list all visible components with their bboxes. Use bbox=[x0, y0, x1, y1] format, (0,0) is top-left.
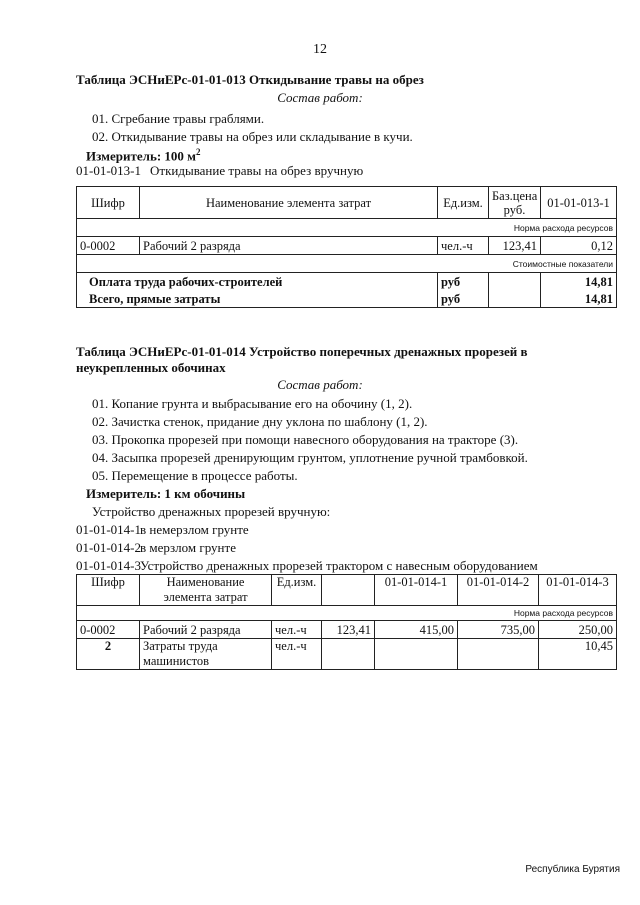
table2-work-item-3: 03. Прокопка прорезей при помощи навесного оборудования на тракторе (3). bbox=[92, 432, 519, 447]
t1-pay-value: 14,81 bbox=[541, 273, 617, 291]
table-row bbox=[77, 237, 617, 255]
table2-work-item-5: 05. Перемещение в процессе работы. bbox=[92, 468, 298, 483]
table1-meter bbox=[86, 147, 201, 164]
t2-row2-name bbox=[140, 639, 272, 670]
table1-code-line bbox=[76, 163, 363, 179]
t2-header-name-line1: Наименование bbox=[166, 575, 245, 589]
t2-header-c3: 01-01-014-3 bbox=[539, 575, 617, 606]
t2-header-c1: 01-01-014-1 bbox=[375, 575, 458, 606]
table1-code-desc: Откидывание травы на обрез вручную bbox=[150, 163, 364, 178]
table1-composition-label: Состав работ: bbox=[277, 90, 363, 105]
t2-header-unit: Ед.изм. bbox=[272, 575, 322, 606]
t2-row1-v3: 250,00 bbox=[539, 621, 617, 639]
t2-norm-label: Норма расхода ресурсов bbox=[77, 606, 617, 621]
t1-norm-label: Норма расхода ресурсов bbox=[77, 219, 617, 237]
t1-row1-code: 0-0002 bbox=[77, 237, 140, 255]
table2-work-item-4: 04. Засыпка прорезей дренирующим грунтом, уплотнение ручной трамбовкой. bbox=[92, 450, 528, 465]
t1-cost-label: Стоимостные показатели bbox=[77, 255, 617, 273]
t2-header-c2: 01-01-014-2 bbox=[458, 575, 539, 606]
t1-header-col: 01-01-013-1 bbox=[541, 187, 617, 219]
table1-meter-label: Измеритель: 100 м bbox=[86, 148, 197, 164]
table2-code-desc-2: в мерзлом грунте bbox=[140, 540, 236, 555]
table-row bbox=[77, 621, 617, 639]
t1-row1-unit: чел.-ч bbox=[438, 237, 489, 255]
table-row bbox=[77, 639, 617, 670]
t1-header-name: Наименование элемента затрат bbox=[140, 187, 438, 219]
table2-work-item-1: 01. Копание грунта и выбрасывание его на обочину (1, 2). bbox=[92, 396, 413, 411]
t2-row1-v2: 735,00 bbox=[458, 621, 539, 639]
t2-header-code: Шифр bbox=[77, 575, 140, 606]
table2-composition-label: Состав работ: bbox=[277, 377, 363, 392]
table1-work-item-1: 01. Сгребание травы граблями. bbox=[92, 111, 265, 126]
t1-total-value: 14,81 bbox=[541, 290, 617, 308]
t1-total-name: Всего, прямые затраты bbox=[77, 290, 438, 308]
table1-work-item-2: 02. Откидывание травы на обрез или складывание в кучи. bbox=[92, 129, 413, 144]
table2-code-desc-3: Устройство дренажных прорезей трактором с навесным оборудованием bbox=[140, 558, 538, 573]
table2-code-3: 01-01-014-3 bbox=[76, 558, 141, 573]
t2-header-name-line2: элемента затрат bbox=[163, 590, 248, 604]
table2-sub-desc: Устройство дренажных прорезей вручную: bbox=[92, 504, 331, 519]
t1-header-code: Шифр bbox=[77, 187, 140, 219]
table2-title-line2: неукрепленных обочинах bbox=[76, 360, 226, 375]
t1-header-unit: Ед.изм. bbox=[438, 187, 489, 219]
table2-code-line-3 bbox=[76, 558, 538, 574]
table2-code-line-2 bbox=[76, 540, 236, 556]
footer-region: Республика Бурятия bbox=[525, 864, 620, 875]
t1-header-base-price: Баз.цена руб. bbox=[489, 187, 541, 219]
table1-title: Таблица ЭСНиЕРс-01-01-013 Откидывание травы на обрез bbox=[76, 72, 424, 87]
t1-total-unit: руб bbox=[438, 290, 489, 308]
table1-meter-sup: 2 bbox=[196, 147, 201, 157]
table2-work-item-2: 02. Зачистка стенок, придание дну уклона по шаблону (1, 2). bbox=[92, 414, 428, 429]
table2 bbox=[76, 574, 617, 670]
table-row bbox=[77, 290, 617, 308]
page-number: 12 bbox=[313, 42, 327, 57]
table-row bbox=[77, 273, 617, 291]
t2-row1-price: 123,41 bbox=[322, 621, 375, 639]
t2-row2-v3: 10,45 bbox=[539, 639, 617, 670]
table2-title-line1: Таблица ЭСНиЕРс-01-01-014 Устройство поперечных дренажных прорезей в bbox=[76, 344, 528, 359]
t2-row2-name-line1: Затраты труда bbox=[143, 639, 218, 653]
t1-row1-name: Рабочий 2 разряда bbox=[140, 237, 438, 255]
table2-code-line-1 bbox=[76, 522, 249, 538]
t1-pay-unit: руб bbox=[438, 273, 489, 291]
t2-row1-code: 0-0002 bbox=[77, 621, 140, 639]
t2-header-name bbox=[140, 575, 272, 606]
t1-row1-value: 0,12 bbox=[541, 237, 617, 255]
t1-row1-price: 123,41 bbox=[489, 237, 541, 255]
t2-row1-v1: 415,00 bbox=[375, 621, 458, 639]
table2-meter: Измеритель: 1 км обочины bbox=[86, 486, 246, 501]
table2-code-desc-1: в немерзлом грунте bbox=[140, 522, 249, 537]
table1-code: 01-01-013-1 bbox=[76, 163, 141, 178]
table1 bbox=[76, 186, 617, 308]
table2-code-2: 01-01-014-2 bbox=[76, 540, 141, 555]
t2-row1-unit: чел.-ч bbox=[272, 621, 322, 639]
t2-row2-unit: чел.-ч bbox=[272, 639, 322, 670]
t2-row2-code: 2 bbox=[77, 639, 140, 670]
t1-pay-name: Оплата труда рабочих-строителей bbox=[77, 273, 438, 291]
table2-code-1: 01-01-014-1 bbox=[76, 522, 141, 537]
t2-row1-name: Рабочий 2 разряда bbox=[140, 621, 272, 639]
t2-row2-name-line2: машинистов bbox=[143, 654, 210, 668]
